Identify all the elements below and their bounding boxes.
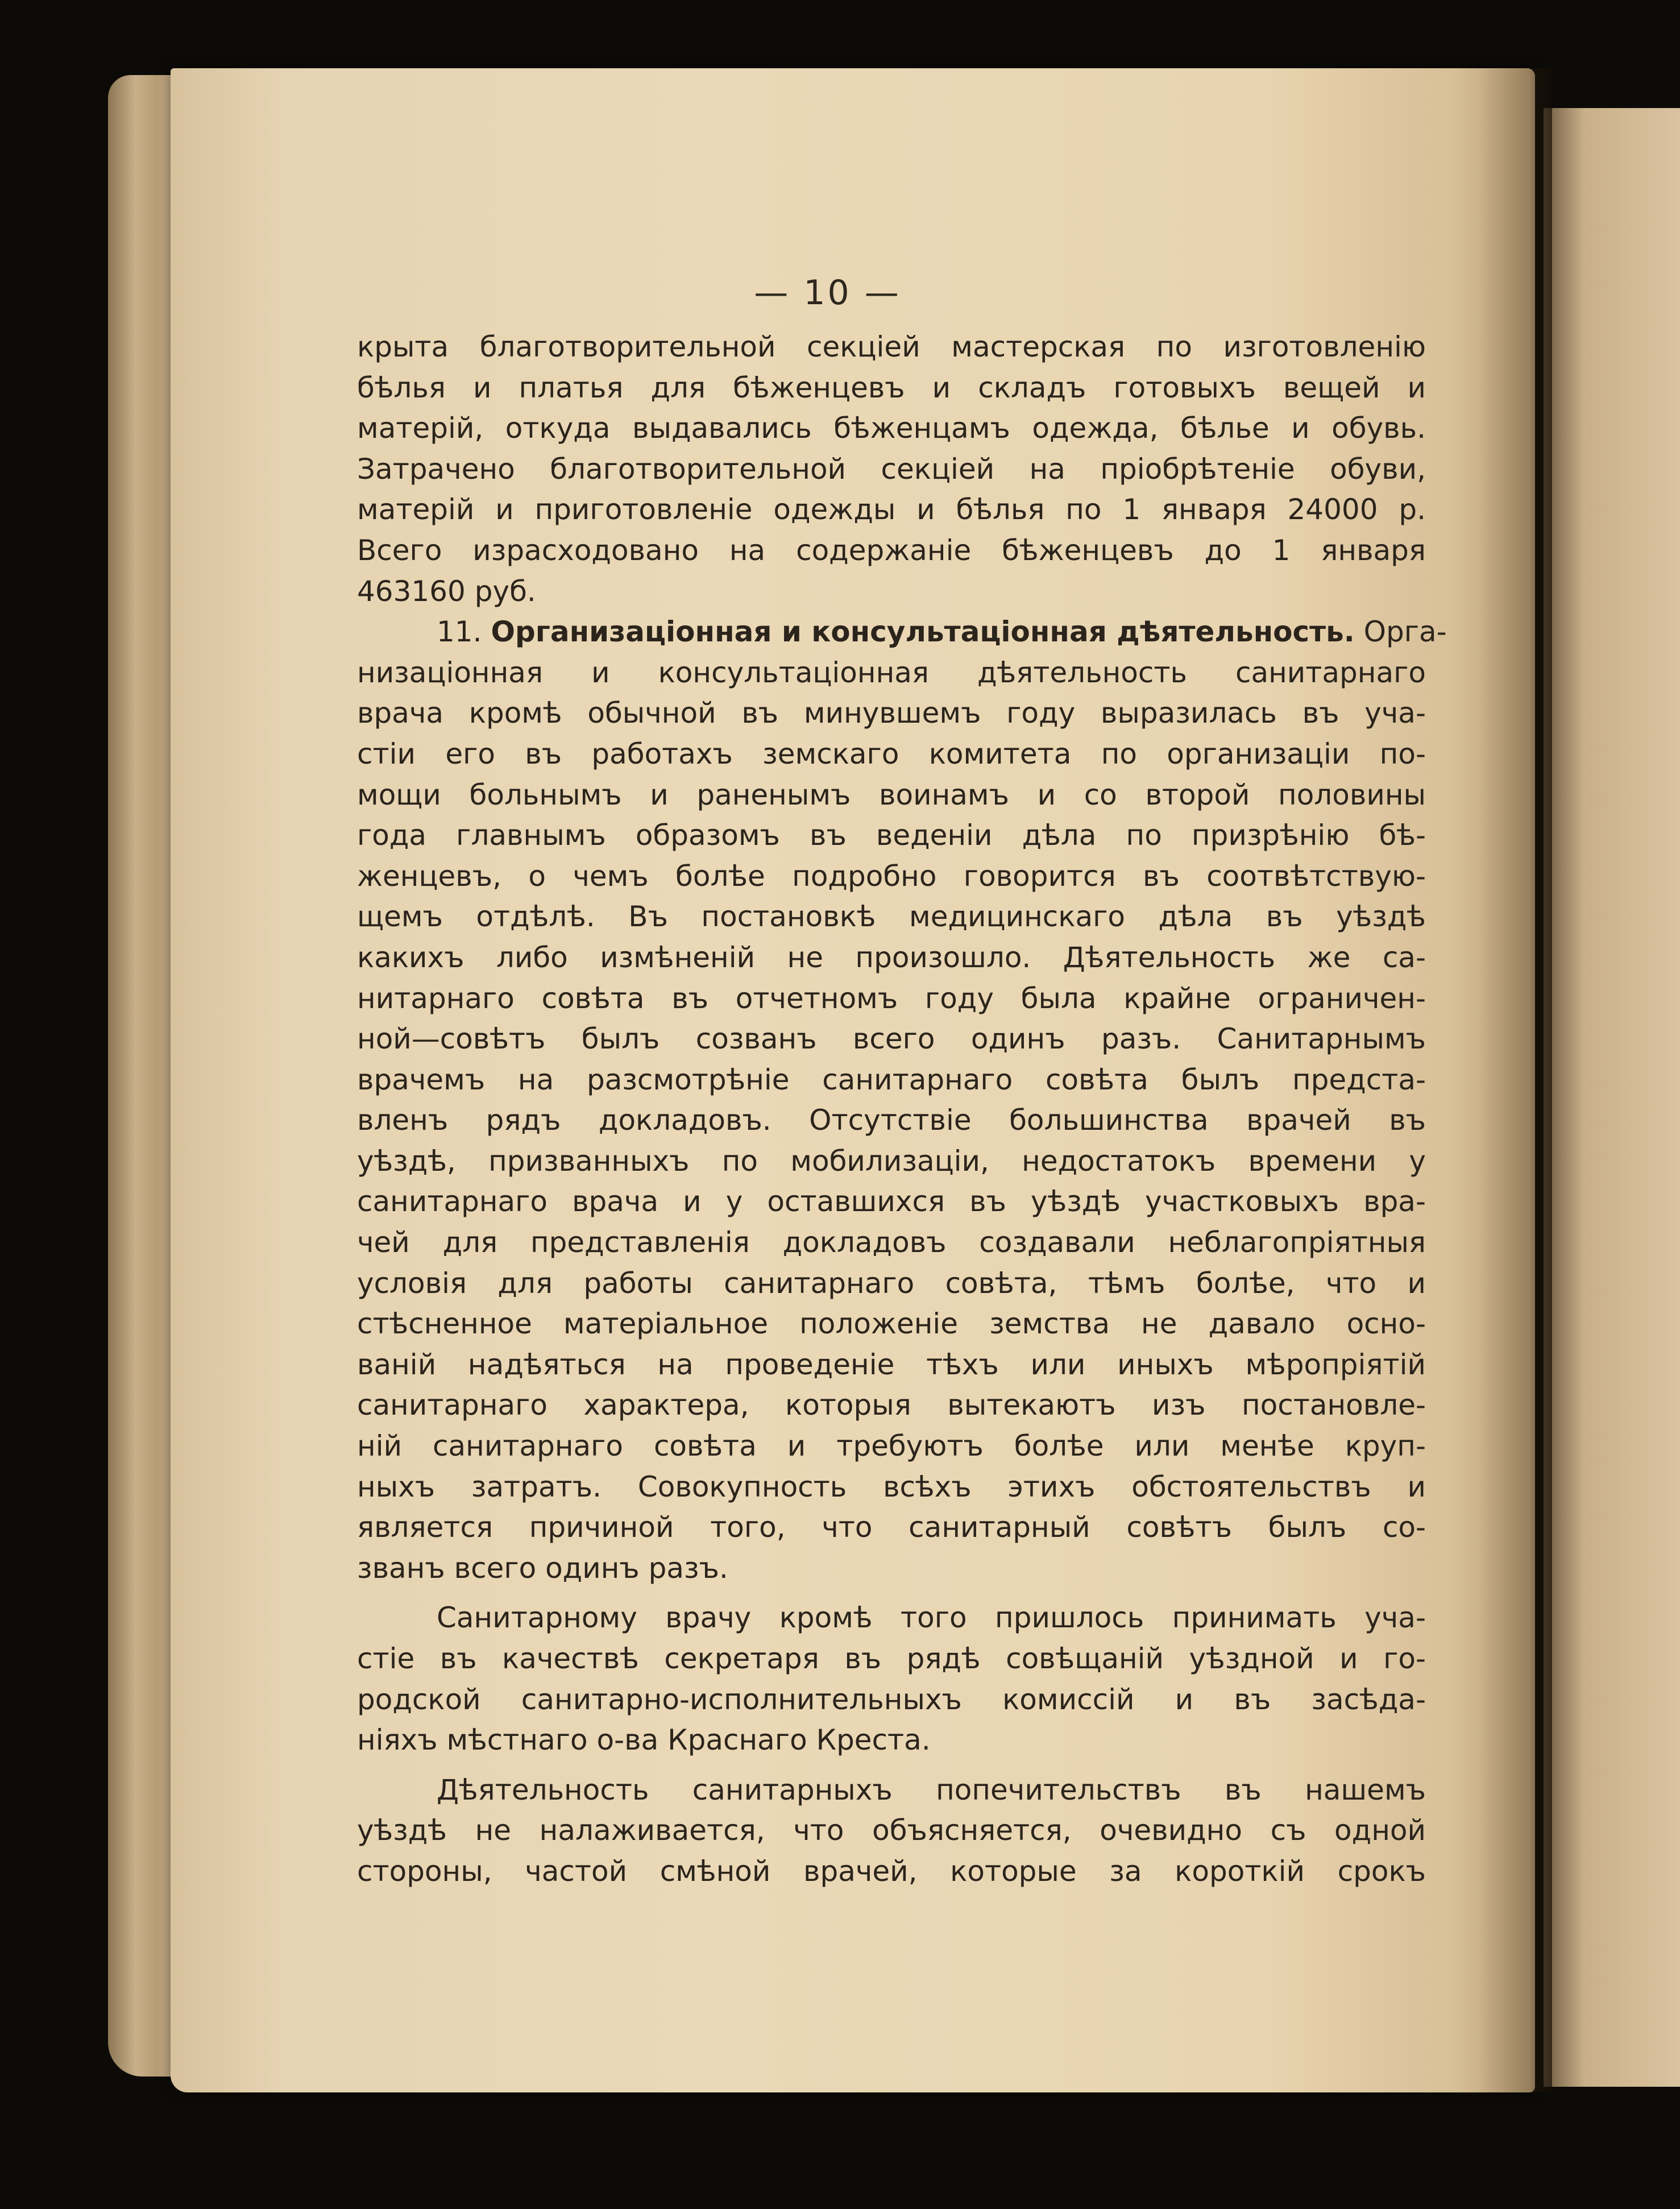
text-line: ній санитарнаго совѣта и требуютъ болѣе или менѣе круп- (357, 1429, 1426, 1463)
text-line: бѣлья и платья для бѣженцевъ и складъ готовыхъ вещей и (357, 371, 1426, 404)
text-line: врачемъ на разсмотрѣніе санитарнаго совѣта былъ предста- (357, 1063, 1426, 1096)
text-line: ной—совѣтъ былъ созванъ всего одинъ разъ. Санитарнымъ (357, 1022, 1426, 1056)
text-line: стіе въ качествѣ секретаря въ рядѣ совѣщаній уѣздной и го- (357, 1642, 1426, 1675)
section-number: 11. (437, 615, 482, 649)
text-line: стѣсненное матеріальное положеніе земства не давало осно- (357, 1307, 1426, 1341)
text-line: вленъ рядъ докладовъ. Отсутствіе большинства врачей въ (357, 1104, 1426, 1137)
page-number: — 10 — (754, 273, 901, 313)
text-line: санитарнаго характера, которыя вытекаютъ изъ постановле- (357, 1389, 1426, 1422)
text-line: ваній надѣяться на проведеніе тѣхъ или иныхъ мѣропріятій (357, 1348, 1426, 1381)
text-line: стіи его въ работахъ земскаго комитета по организаціи по- (357, 737, 1426, 770)
text-line: Санитарному врачу кромѣ того пришлось принимать уча- (437, 1601, 1426, 1635)
text-line: какихъ либо измѣненій не произошло. Дѣятельность же са- (357, 940, 1426, 974)
text-line: является причиной того, что санитарный совѣтъ былъ со- (357, 1511, 1426, 1544)
text-line: чей для представленія докладовъ создавали неблагопріятныя (357, 1226, 1426, 1259)
text-line: ныхъ затратъ. Совокупность всѣхъ этихъ обстоятельствъ и (357, 1470, 1426, 1503)
text-line: званъ всего одинъ разъ. (357, 1551, 728, 1585)
text-line: щемъ отдѣлѣ. Въ постановкѣ медицинскаго дѣла въ уѣздѣ (357, 900, 1426, 934)
text-line: нитарнаго совѣта въ отчетномъ году была крайне ограничен- (357, 981, 1426, 1015)
text-line: женцевъ, о чемъ болѣе подробно говорится въ соотвѣтствую- (357, 859, 1426, 893)
text-line: уѣздѣ, призванныхъ по мобилизаціи, недостатокъ времени у (357, 1144, 1426, 1178)
section-heading: Организаціонная и консультаціонная дѣятельность. (491, 615, 1355, 649)
page-gutter-shadow (1478, 68, 1552, 2092)
text-line: года главнымъ образомъ въ веденіи дѣла по призрѣнію бѣ- (357, 819, 1426, 852)
text-line: матерій и приготовленіе одежды и бѣлья по 1 января 24000 р. (357, 493, 1426, 527)
text-line: Затрачено благотворительной секціей на пріобрѣтеніе обуви, (357, 452, 1426, 486)
text-line: ніяхъ мѣстнаго о-ва Краснаго Креста. (357, 1723, 931, 1757)
text-line: уѣздѣ не налаживается, что объясняется, очевидно съ одной (357, 1814, 1426, 1847)
text-fragment: Орга- (1363, 615, 1447, 649)
facing-page-edge (1544, 108, 1680, 2087)
text-line: стороны, частой смѣной врачей, которые за короткій срокъ (357, 1854, 1426, 1888)
text-line: санитарнаго врача и у оставшихся въ уѣздѣ участковыхъ вра- (357, 1185, 1426, 1219)
text-line: врача кромѣ обычной въ минувшемъ году выразилась въ уча- (357, 697, 1426, 730)
text-line: Дѣятельность санитарныхъ попечительствъ въ нашемъ (437, 1773, 1426, 1806)
text-line: Всего израсходовано на содержаніе бѣженцевъ до 1 января (357, 533, 1426, 567)
section-heading-line (357, 612, 1447, 653)
text-line: 463160 руб. (357, 574, 536, 608)
text-line: родской санитарно-исполнительныхъ комиссій и въ засѣда- (357, 1682, 1426, 1716)
text-line: условія для работы санитарнаго совѣта, тѣмъ болѣе, что и (357, 1266, 1426, 1300)
body-text (357, 327, 1447, 1892)
text-line: мощи больнымъ и раненымъ воинамъ и со второй половины (357, 778, 1426, 811)
text-line: матерій, откуда выдавались бѣженцамъ одежда, бѣлье и обувь. (357, 412, 1426, 445)
text-line: крыта благотворительной секціей мастерская по изготовленію (357, 330, 1426, 363)
text-line: низаціонная и консультаціонная дѣятельность санитарнаго (357, 656, 1426, 689)
